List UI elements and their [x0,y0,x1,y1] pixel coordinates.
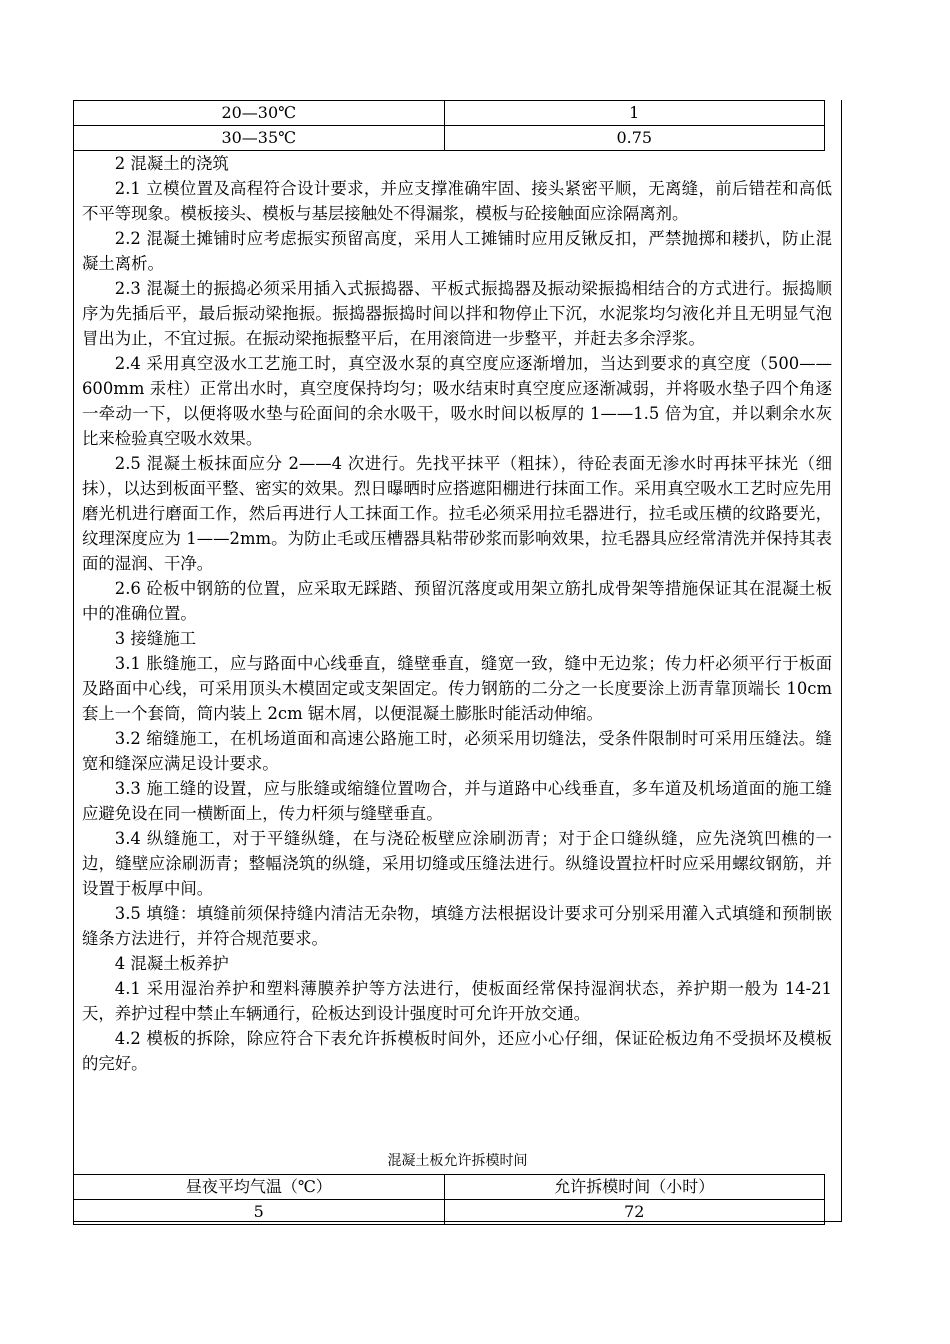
section-heading: 2 混凝土的浇筑 [114,154,229,173]
paragraph: 4.1 采用湿治养护和塑料薄膜养护等方法进行，使板面经常保持湿润状态，养护期一般为 14-21 天，养护过程中禁止车辆通行，砼板达到设计强度时可允许开放交通。 [82,979,832,1023]
table-cell-temp: 5 [74,1200,445,1225]
table-header-time: 允许拆模时间（小时） [444,1175,824,1200]
paragraph: 2.1 立模位置及高程符合设计要求，并应支撑准确牢固、接头紧密平顺，无离缝，前后错茬和高低不平等现象。模板接头、模板与基层接触处不得漏浆，模板与砼接触面应涂隔离剂。 [82,179,832,223]
paragraph: 3.1 胀缝施工，应与路面中心线垂直，缝壁垂直，缝宽一致，缝中无边浆；传力杆必须平行于板面及路面中心线，可采用顶头木模固定或支架固定。传力钢筋的二分之一长度要涂上沥青靠顶端长 10cm 套上一个套筒，筒内装上 2cm 锯木屑，以便混凝土膨胀时能活动伸缩。 [82,654,832,723]
table-cell-time: 72 [444,1200,824,1225]
section-heading: 4 混凝土板养护 [114,954,229,973]
table-header-row [74,1175,825,1200]
table-row [74,126,825,151]
paragraph: 2.4 采用真空汲水工艺施工时，真空汲水泵的真空度应逐渐增加，当达到要求的真空度（500——600mm 汞柱）正常出水时，真空度保持均匀；吸水结束时真空度应逐渐减弱，并将吸水垫子四个角逐一牵动一下，以便将吸水垫与砼面间的余水吸干，吸水时间以板厚的 1——1.5 倍为宜，并以剩余水灰比来检验真空吸水效果。 [82,354,832,448]
paragraph: 2.6 砼板中钢筋的位置，应采取无踩踏、预留沉落度或用架立筋扎成骨架等措施保证其在混凝土板中的准确位置。 [82,579,832,623]
paragraph: 3.2 缩缝施工，在机场道面和高速公路施工时，必须采用切缝法，受条件限制时可采用压缝法。缝宽和缝深应满足设计要求。 [82,729,832,773]
table-cell-temp: 20—30℃ [74,101,445,126]
table-header-temp: 昼夜平均气温（℃） [74,1175,445,1200]
table-cell-temp: 30—35℃ [74,126,445,151]
curing-factor-table [73,100,825,151]
table-cell-value: 1 [444,101,824,126]
paragraph: 2.2 混凝土摊铺时应考虑振实预留高度，采用人工摊铺时应用反锹反扣，严禁抛掷和耧扒，防止混凝土离析。 [82,229,832,273]
table-row [74,1200,825,1225]
paragraph: 4.2 模板的拆除，除应符合下表允许拆模板时间外，还应小心仔细，保证砼板边角不受损坏及模板的完好。 [82,1029,832,1073]
paragraph: 3.3 施工缝的设置，应与胀缝或缩缝位置吻合，并与道路中心线垂直，多车道及机场道面的施工缝应避免设在同一横断面上，传力杆须与缝壁垂直。 [82,779,832,823]
table-row [74,101,825,126]
paragraph: 3.4 纵缝施工，对于平缝纵缝，在与浇砼板壁应涂刷沥青；对于企口缝纵缝，应先浇筑凹樵的一边，缝壁应涂刷沥青；整幅浇筑的纵缝，采用切缝或压缝法进行。纵缝设置拉杆时应采用螺纹钢筋，并设置于板厚中间。 [82,829,832,898]
paragraph: 2.3 混凝土的振捣必须采用插入式振捣器、平板式振捣器及振动梁振捣相结合的方式进行。振捣顺序为先插后平，最后振动梁拖振。振捣器振捣时间以拌和物停止下沉，水泥浆均匀液化并且无明显气泡冒出为止，不宜过振。在振动梁拖振整平后，在用滚筒进一步整平，并赶去多余浮浆。 [82,279,832,348]
section-heading: 3 接缝施工 [114,629,196,648]
paragraph: 2.5 混凝土板抹面应分 2——4 次进行。先找平抹平（粗抹），待砼表面无渗水时再抹平抹光（细抹），以达到板面平整、密实的效果。烈日曝晒时应搭遮阳棚进行抹面工作。采用真空吸水工艺时应先用磨光机进行磨面工作，然后再进行人工抹面工作。拉毛必须采用拉毛器进行，拉毛或压横的纹路要光，纹理深度应为 1——2mm。为防止毛或压槽器具粘带砂浆而影响效果，拉毛器具应经常清洗并保持其表面的湿润、干净。 [82,454,832,573]
paragraph: 3.5 填缝：填缝前须保持缝内清洁无杂物，填缝方法根据设计要求可分别采用灌入式填缝和预制嵌缝条方法进行，并符合规范要求。 [82,904,832,948]
table-cell-value: 0.75 [444,126,824,151]
formwork-removal-table [73,1174,825,1225]
table-caption: 混凝土板允许拆模时间 [387,1153,528,1169]
document-body [82,151,832,1076]
